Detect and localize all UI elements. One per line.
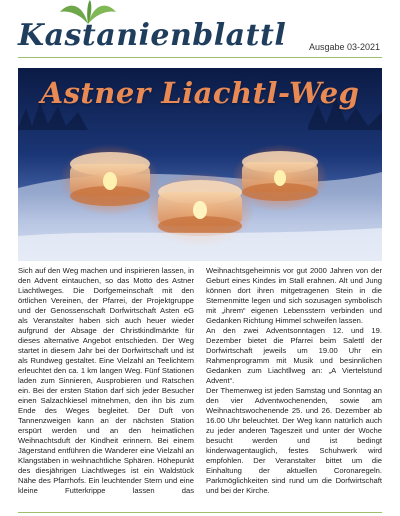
hero-title: Astner Liachtl-Weg xyxy=(40,76,360,110)
masthead-title: Kastanienblattl xyxy=(18,18,287,53)
article-body xyxy=(18,266,382,502)
issue-label: Ausgabe 03-2021 xyxy=(308,42,380,52)
article-paragraph: Der Themenweg ist jeden Samstag und Sonntag an den vier Adventwochenenden, sowie am Weihnachtswochenende 25. und 26. Dezember ab 16.00 Uhr beleuchtet. Der Weg kann natürlich auch zu jeder anderen Tageszeit und unter der Woche besucht werden und ist bedingt kinderwagentauglich, festes Schuhwerk wird empfohlen. Der Veranstalter bittet um die Einhaltung der aktuellen Coronaregeln. Parkmöglichkeiten sind rund um die Dorfwirtschaft und bei der Kirche. xyxy=(206,386,382,495)
article-paragraph: An den zwei Adventsonntagen 12. und 19. Dezember bietet die Pfarrei beim Salettl der Dorfwirtschaft jeweils um 19.00 Uhr ein Rahmenprogramm mit Musik und besinnlichen Gedanken zum Liachtllweg an: „A Viertelstund Advent“. xyxy=(206,326,382,385)
hero-photo xyxy=(18,68,382,261)
header-divider xyxy=(18,57,382,58)
footer-divider xyxy=(18,512,382,513)
article-paragraph: Sich auf den Weg machen und inspirieren lassen, in den Advent eintauchen, so das Motto des Astner Liachtlweges. Die Dorfgemeinschaft mit den örtlichen Vereinen, der Pfarrei, der Projektgruppe und der Genossenschaft Dorfwirtschaft Asten eG als Veranstalter haben sich auch heuer wieder aufgrund der Absage der Christkindlmärkte für dieses alternative Angebot entschieden. Der Weg startet in diesem Jahr bei der Dorfwirtschaft und ist als Rundweg gestaltet. Eine Vielzahl an Teelichtern erleuchtet den ca. 1 km langen Weg. Fünf Stationen laden zum Sinnieren, Ausprobieren und Ratschen ein. Bei der ersten Station darf sich jeder Besucher einen Salzachkiesel mitnehmen, den ihn bis zum Ende des Weges begleitet. Der Duft von Tannenzweigen kann an der nächsten Station erspürt werden und an den heimatlichen Weihnachtsduft der Kindheit erinnern. Bei einem Jägerstand entführen die Wanderer eine Vielzahl an Klangstäben in weihnachtliche Sphären. Höhepunkt des diesjährigen Liachtlweges ist ein Waldstück Nähe des Pfarrhofs. Ein leuchtender Stern und eine kleine Futterkrippe lassen das Weihnachtsgeheimnis vor gut 2000 Jahren von der Geburt eines Kindes im Stall erahnen. Alt und Jung können dort ihren mitgetragenen Stein in die Sternenmitte legen und sich sozusagen symbolisch mit „ihrem“ eigenen Lebensstern verbinden und Gedanken Richtung Himmel schweifen lassen. xyxy=(18,266,382,495)
